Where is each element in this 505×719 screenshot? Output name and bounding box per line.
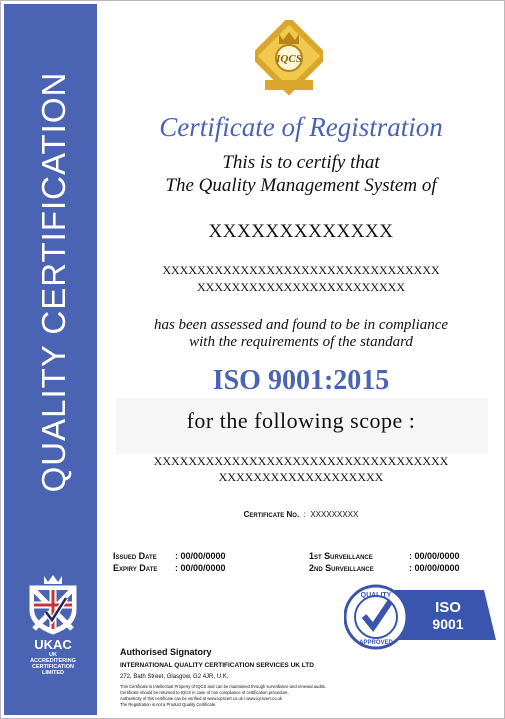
- certify-line-2: The Quality Management System of: [165, 175, 437, 196]
- logo-monogram: IQCS: [276, 53, 302, 65]
- certify-line-1: This is to certify that: [222, 152, 380, 173]
- issued-date-label: Issued Date: [113, 551, 157, 561]
- seal-bottom-text: APPROVED: [359, 640, 393, 646]
- company-address-line-1: XXXXXXXXXXXXXXXXXXXXXXXXXXXXXXXX: [162, 263, 440, 277]
- ukac-country: UK: [49, 652, 57, 658]
- ukac-line2: CERTIFICATION: [31, 664, 75, 670]
- sidebar-title: QUALITY CERTIFICATION: [35, 71, 72, 493]
- certificate-number-sep: :: [303, 510, 306, 519]
- certificate-title: Certificate of Registration: [159, 112, 443, 142]
- signatory-block: [120, 647, 326, 708]
- surveillance-2-label: 2nd Surveillance: [309, 563, 374, 573]
- assessed-line-2: with the requirements of the standard: [189, 334, 413, 350]
- iqcs-emblem-icon: [255, 20, 323, 102]
- fine-print-2: Certificate should be returned to IQCS in case of non compliance of certification procedure.: [120, 690, 289, 695]
- iso-text: ISO: [435, 599, 461, 616]
- signatory-title: Authorised Signatory: [120, 647, 212, 657]
- ukac-crest-icon: [24, 572, 82, 636]
- surveillance-1-label: 1st Surveillance: [309, 551, 373, 561]
- issued-date-value: : 00/00/0000: [175, 551, 226, 561]
- iso-number-text: 9001: [432, 616, 464, 632]
- certificate-number-value: XXXXXXXXX: [310, 510, 359, 519]
- ukac-logo: [20, 572, 86, 676]
- expiry-date-value: : 00/00/0000: [175, 563, 226, 573]
- ukac-line1: ACCREDITERING: [30, 658, 76, 664]
- expiry-date-label: Expiry Date: [113, 563, 158, 573]
- company-name: XXXXXXXXXXXXX: [208, 221, 394, 242]
- iso-9001-badge: [344, 584, 496, 655]
- certificate-number-label: Certificate No.: [243, 510, 300, 519]
- scope-line-1: XXXXXXXXXXXXXXXXXXXXXXXXXXXXXXXXXX: [153, 454, 449, 468]
- signatory-address: 272, Bath Street, Glasgow, G2 4JR, U.K.: [120, 674, 229, 680]
- company-address-line-2: XXXXXXXXXXXXXXXXXXXXXXXX: [197, 280, 405, 294]
- surveillance-2-value: : 00/00/0000: [409, 563, 460, 573]
- sidebar-band: [4, 4, 97, 715]
- scope-line-2: XXXXXXXXXXXXXXXXXXX: [218, 470, 384, 484]
- assessed-line-1: has been assessed and found to be in compliance: [153, 317, 449, 333]
- surveillance-1-value: : 00/00/0000: [409, 551, 460, 561]
- ukac-name: UKAC: [34, 637, 72, 652]
- fine-print-4: The Registration is not a Product Quality Certificate.: [120, 702, 217, 707]
- fine-print-3: Authenticity of this certificate can be verified at www.iqcscert.co.uk / www.iqcscert.co.uk: [120, 696, 282, 701]
- surveillance-dates: [309, 551, 460, 575]
- issue-dates: [113, 551, 226, 575]
- fine-print-1: This Certificate is Intellectual Property of IQCS and can be maintained through surveillance and renewal audits.: [120, 684, 326, 689]
- scope-heading: for the following scope :: [186, 408, 416, 433]
- quality-approved-seal-icon: [344, 584, 496, 650]
- ukac-line3: LIMITED: [42, 670, 64, 676]
- seal-top-text: QUALITY: [360, 592, 392, 599]
- certificate-number: [97, 510, 505, 519]
- standard-name: ISO 9001:2015: [212, 365, 390, 396]
- signatory-organisation: INTERNATIONAL QUALITY CERTIFICATION SERVICES UK LTD: [120, 662, 314, 669]
- iqcs-logo: [255, 20, 323, 107]
